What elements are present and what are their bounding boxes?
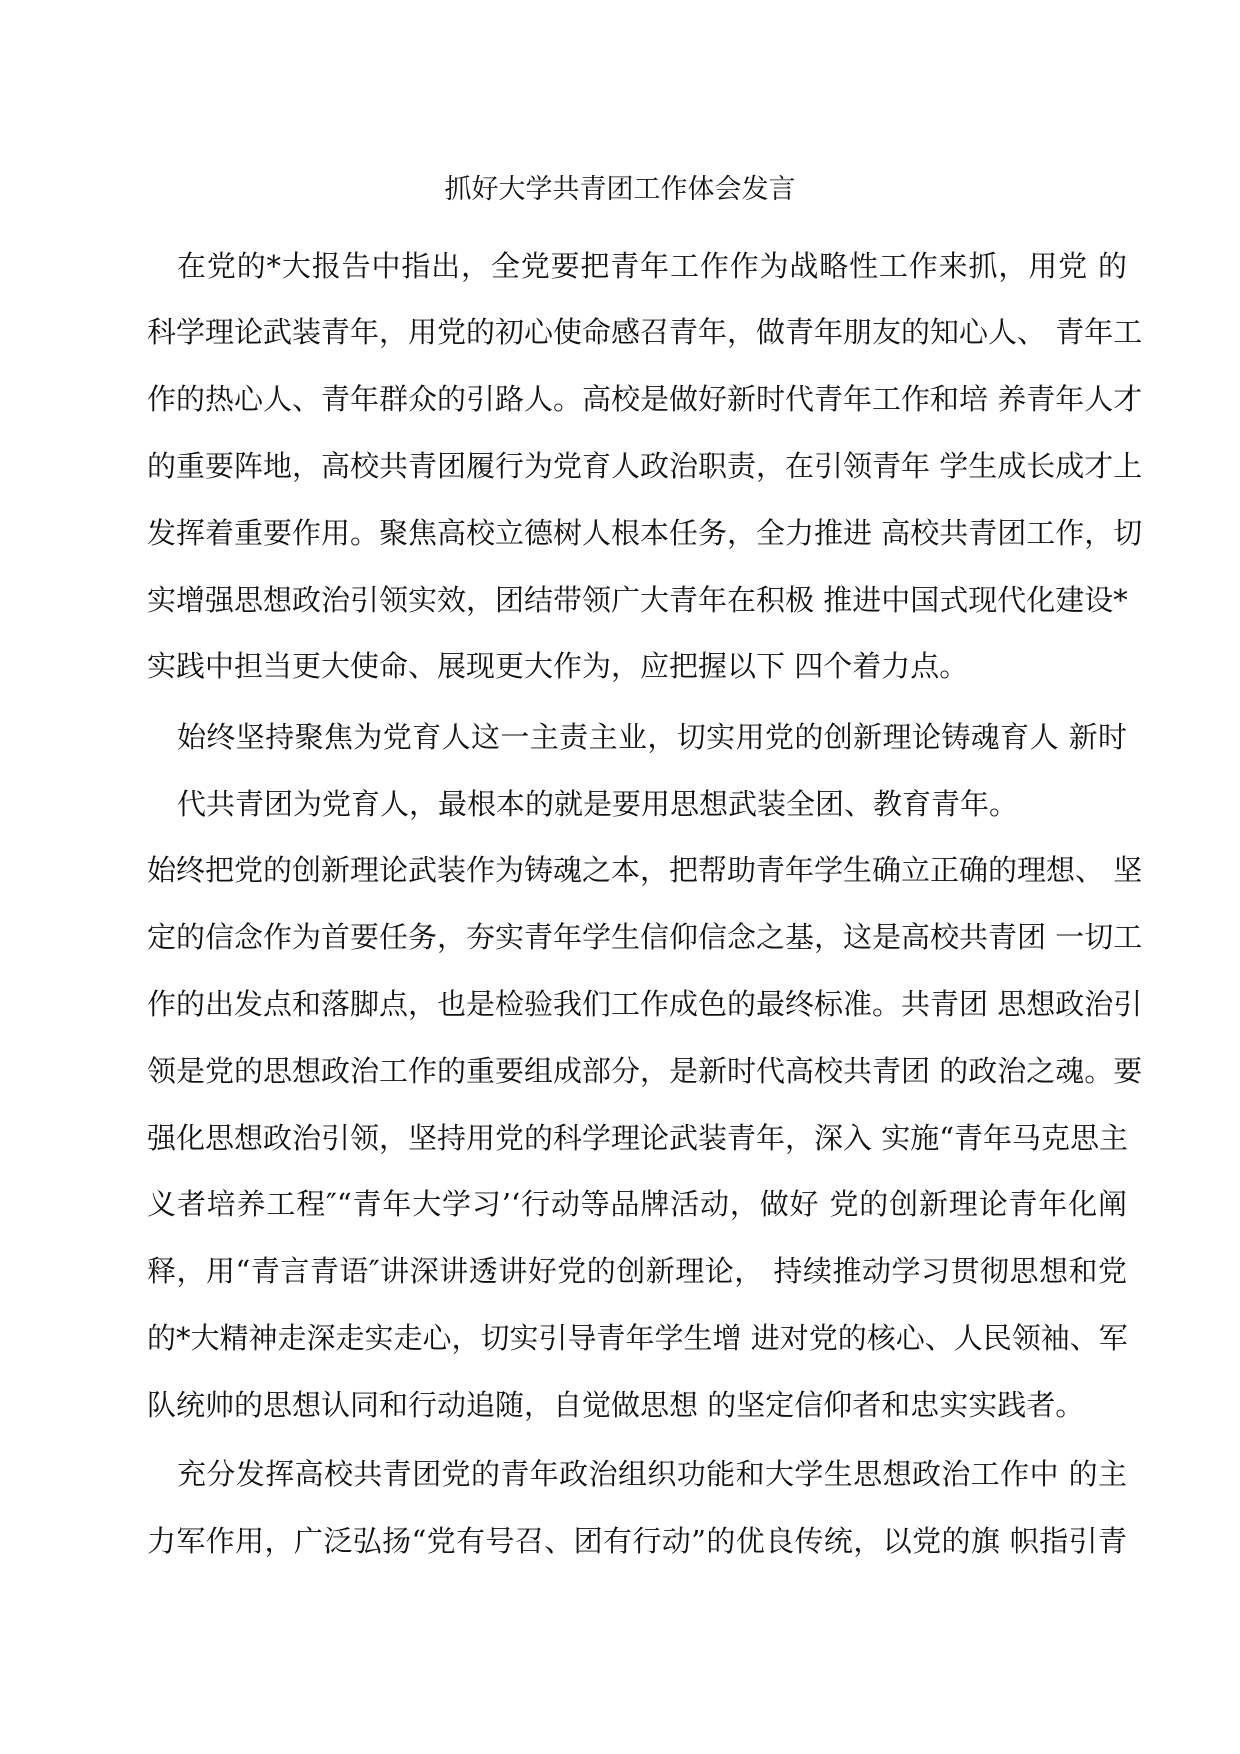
paragraph-line: 发挥着重要作用。聚焦高校立德树人根本任务，全力推进 高校共青团工作，切 (147, 516, 1143, 550)
paragraph-line: 始终把党的创新理论武装作为铸魂之本，把帮助青年学生确立正确的理想、 坚 (147, 853, 1143, 887)
paragraph-line: 实践中担当更大使命、展现更大作为，应把握以下 四个着力点。 (147, 649, 969, 683)
paragraph-line: 充分发挥高校共青团党的青年政治组织功能和大学生思想政治工作中 的主 (177, 1457, 1127, 1491)
paragraph-line: 实增强思想政治引领实效，团结带领广大青年在积极 推进中国式现代化建设* (147, 583, 1128, 617)
paragraph-line: 代共青团为党育人，最根本的就是要用思想武装全团、教育青年。 (177, 787, 1019, 821)
document-title: 抓好大学共青团工作体会发言 (444, 174, 796, 205)
paragraph-line: 义者培养工程″“青年大学习’‘行动等品牌活动，做好 党的创新理论青年化阐 (147, 1187, 1127, 1221)
paragraph-line: 始终坚持聚焦为党育人这一主责主业，切实用党的创新理论铸魂育人 新时 (177, 720, 1127, 754)
paragraph-line: 定的信念作为首要任务，夯实青年学生信仰信念之基，这是高校共青团 一切工 (147, 920, 1143, 954)
paragraph-line: 作的热心人、青年群众的引路人。高校是做好新时代青年工作和培 养青年人才 (147, 382, 1143, 416)
paragraph-line: 在党的*大报告中指出，全党要把青年工作作为战略性工作来抓，用党 的 (177, 249, 1127, 283)
paragraph-line: 力军作用，广泛弘扬“党有号召、团有行动”的优良传统，以党的旗 帜指引青 (147, 1524, 1127, 1558)
paragraph-line: 的*大精神走深走实走心，切实引导青年学生增 进对党的核心、人民领袖、军 (147, 1321, 1128, 1355)
paragraph-line: 作的出发点和落脚点，也是检验我们工作成色的最终标准。共青团 思想政治引 (147, 987, 1143, 1021)
paragraph-line: 强化思想政治引领，坚持用党的科学理论武装青年，深入 实施“青年马克思主 (147, 1121, 1129, 1155)
paragraph-line: 科学理论武装青年，用党的初心使命感召青年，做青年朋友的知心人、 青年工 (147, 315, 1143, 349)
paragraph-line: 释，用“青言青语″讲深讲透讲好党的创新理论， 持续推动学习贯彻思想和党 (147, 1254, 1127, 1288)
paragraph-line: 的重要阵地，高校共青团履行为党育人政治职责，在引领青年 学生成长成才上 (147, 449, 1143, 483)
paragraph-line: 领是党的思想政治工作的重要组成部分，是新时代高校共青团 的政治之魂。要 (147, 1054, 1143, 1088)
paragraph-line: 队统帅的思想认同和行动追随，自觉做思想 的坚定信仰者和忠实实践者。 (147, 1388, 1085, 1422)
